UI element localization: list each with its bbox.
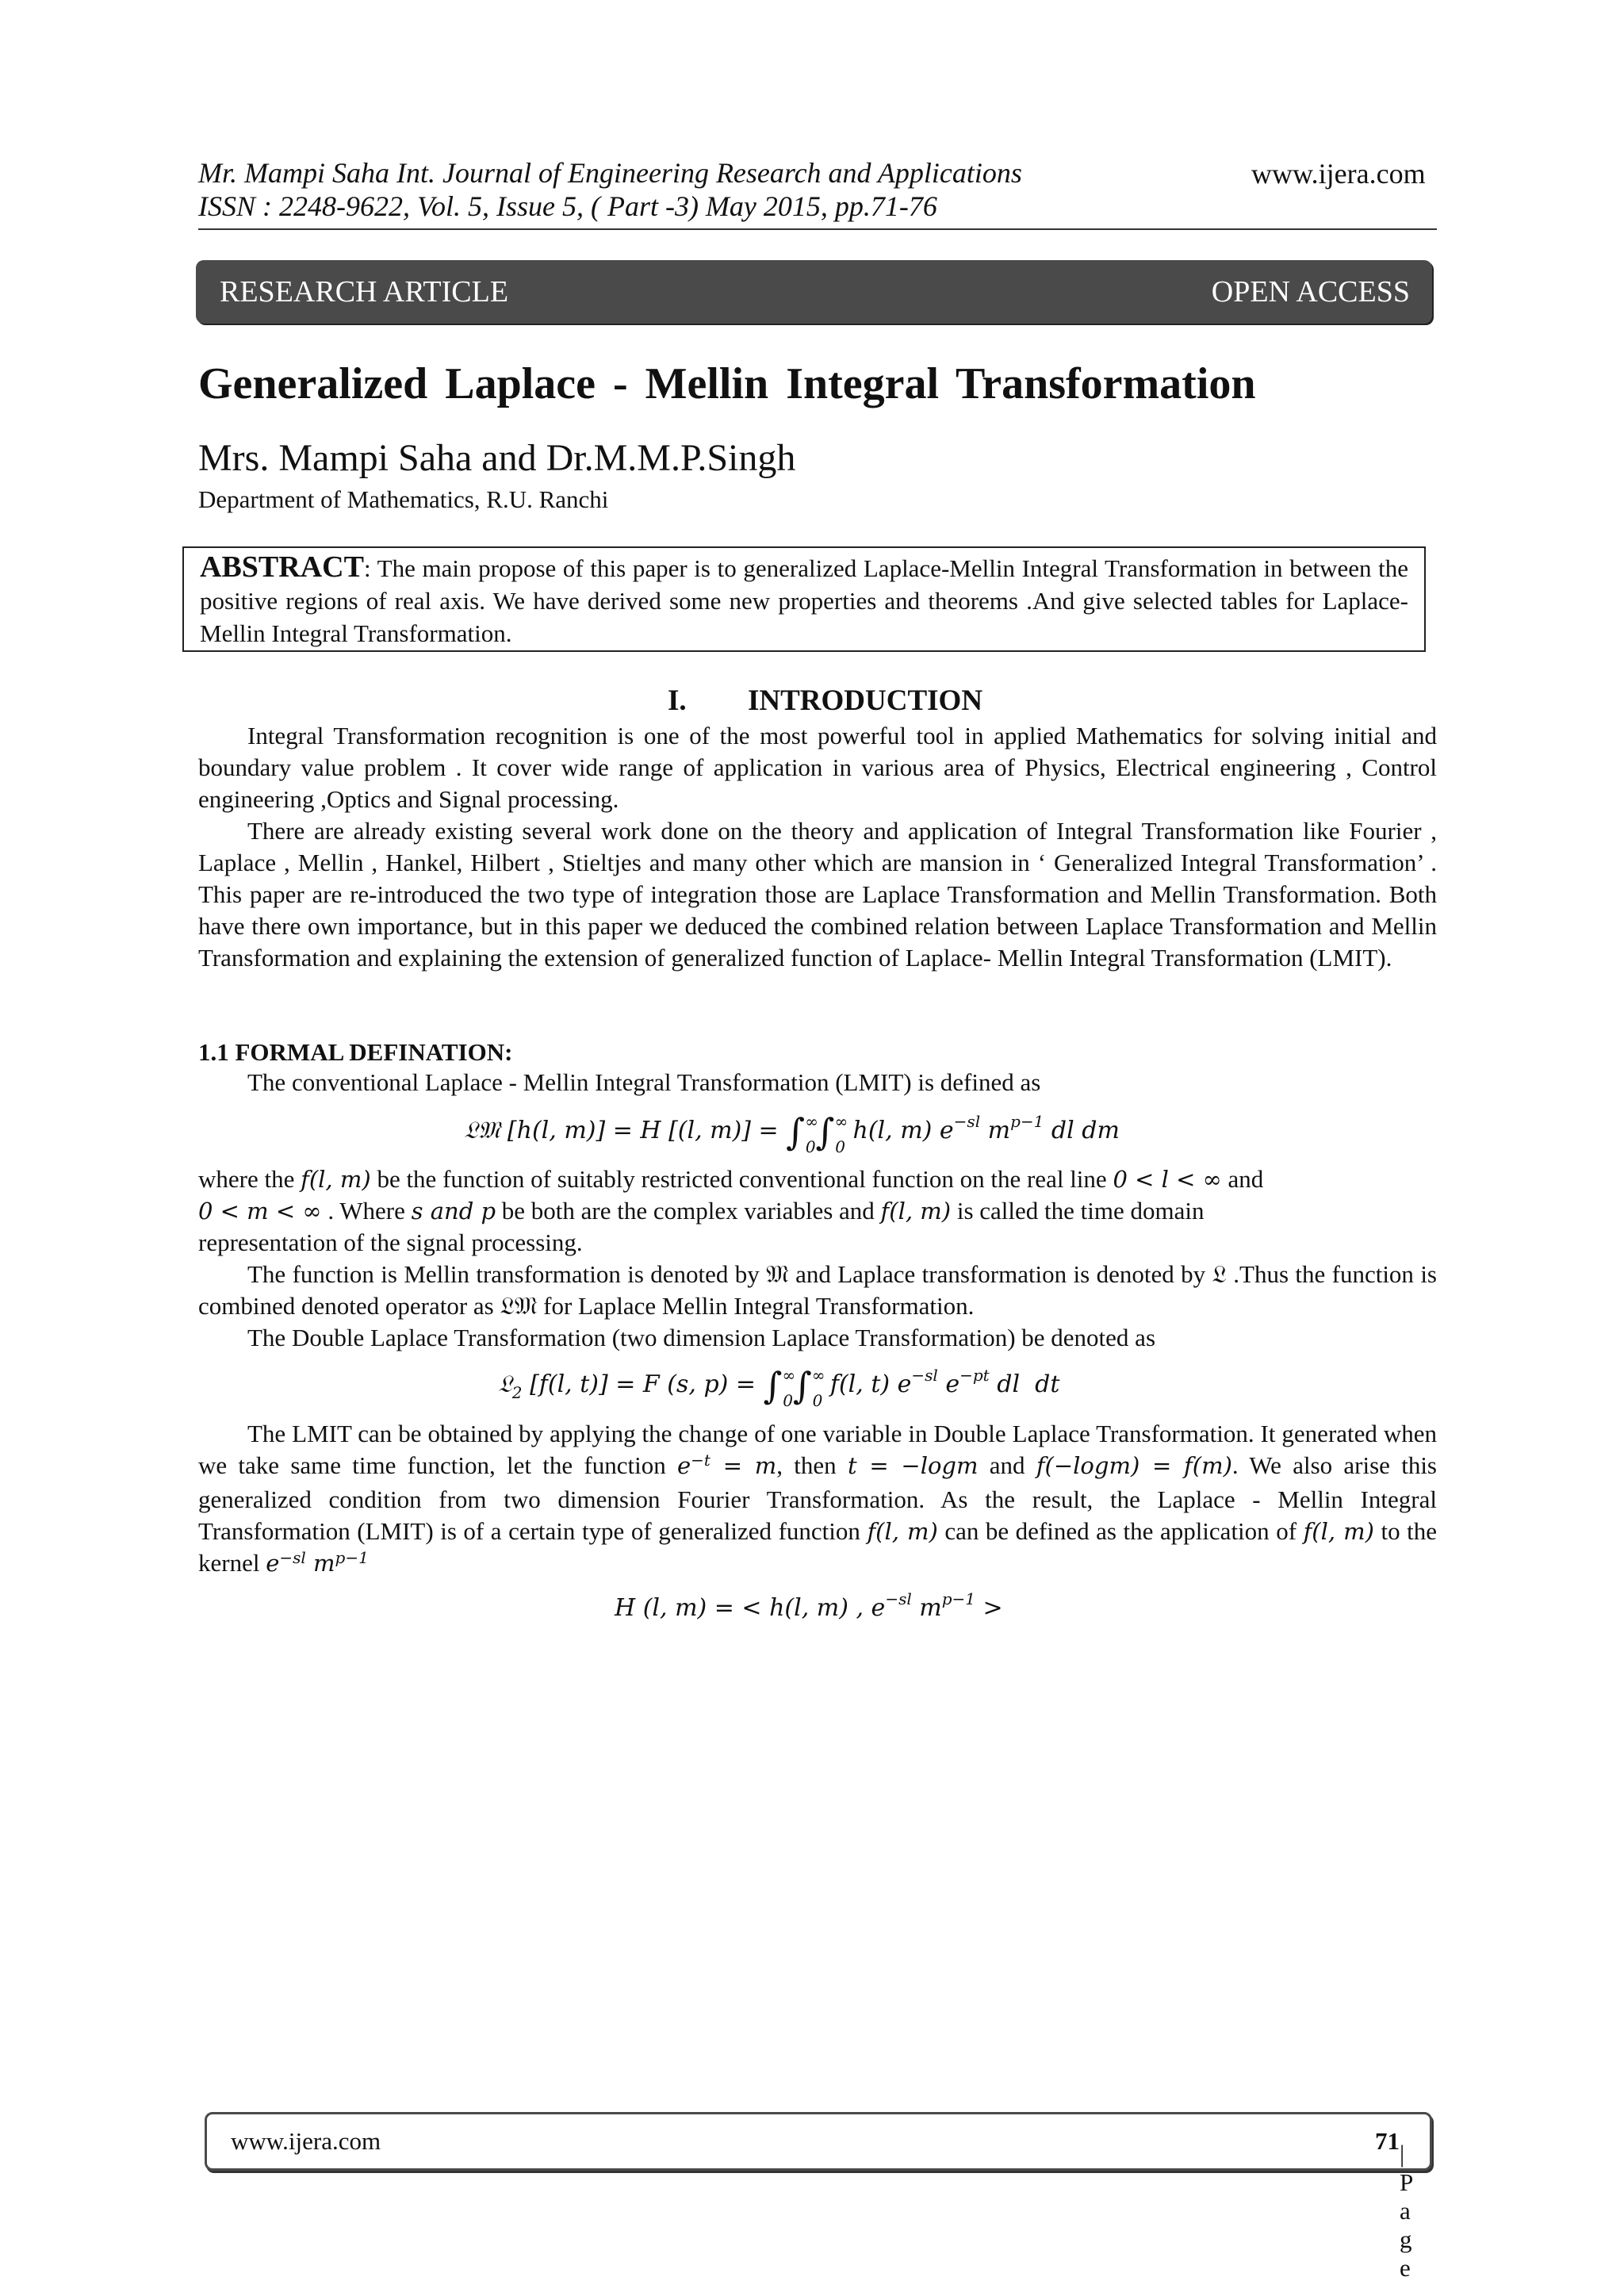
abstract-text: : The main propose of this paper is to generalized Laplace-Mellin Integral Transformation in between the positive regions of real axis. We have derived some new properties and theorems .And give selected tables for Laplace-Mellin Integral Transformation. [200, 554, 1408, 647]
subsection-heading: 1.1 FORMAL DEFINATION: [198, 1038, 513, 1066]
integral-sign: ∫ [792, 1364, 812, 1407]
section-title: INTRODUCTION [748, 684, 983, 717]
integral-sign: ∫ [786, 1110, 806, 1153]
page-number-label: 71 | P a g e [1375, 2127, 1413, 2282]
footer-website[interactable]: www.ijera.com [231, 2127, 381, 2155]
header-divider [198, 228, 1437, 230]
equation-lmit-integrand: h(l, m) e [852, 1117, 954, 1144]
double-laplace-lead: The Double Laplace Transformation (two dimension Laplace Transformation) be denoted as [247, 1324, 1156, 1351]
intro-paragraph-2: There are already existing several work done on the theory and application of Integral Transformation like Fourier , Laplace , Mellin , Hankel, Hilbert , Stieltjes and many other which are mansion in ‘ Generalized Integral Transformation’ . This paper are re-introduced the two type of integration those are Laplace Transformation and Mellin Transformation. Both have there own importance, but in this paper we deduced the combined relation between Laplace Transformation and Mellin Transformation and explaining the extension of generalized function of Laplace- Mellin Integral Transformation (LMIT). [198, 817, 1437, 972]
article-type-banner [196, 260, 1432, 324]
equation-lmit-lhs: 𝔏𝔐 [h(l, m)] = H [(l, m)] = [464, 1117, 787, 1144]
issn-line: ISSN : 2248-9622, Vol. 5, Issue 5, ( Part -3) May 2015, pp.71-76 [198, 190, 937, 222]
intro-paragraph-1: Integral Transformation recognition is one of the most powerful tool in applied Mathematics for solving initial and boundary value problem . It cover wide range of application in various area of Physics, Electrical engineering , Control engineering ,Optics and Signal processing. [198, 722, 1437, 813]
research-article-label: RESEARCH ARTICLE [220, 275, 509, 309]
equation-lmit: 𝔏𝔐 [h(l, m)] = H [(l, $m)] = \int^\infty_0\int^\infty_0$ h(l, m) $e^{-sl}$ $m^{p-1}$ dl dm [464, 1110, 1120, 1156]
open-access-label: OPEN ACCESS [1211, 275, 1410, 309]
section-number: I. [668, 684, 687, 717]
integral-sign: ∫ [815, 1110, 835, 1153]
equation-double-laplace: 𝔏$_2$ [f(l, t)] = F (s, $p) = \int^\infty_0\int^\infty_0$ f(l, t) $e^{-sl}$ $e^{-pt}$ dl dt [498, 1364, 1060, 1410]
where-line-1: where the f(l, m) be the function of suitably restricted conventional function on the real line 0 < l < ∞ and [198, 1165, 1264, 1193]
lmit-paragraph: The LMIT can be obtained by applying the change of one variable in Double Laplace Transformation. It generated when we take same time function, let the function $e^{-t} = m$, then t = −logm and f(−logm) = f(m). We also arise this generalized condition from two dimension Fourier Transformation. As the result, the Laplace - Mellin Integral Transformation (LMIT) is of a certain type of generalized function f(l, m) can be defined as the application of f(l, m) to the kernel $e^{-sl}$ $m^{p-1}$ [198, 1420, 1437, 1577]
abstract-box [182, 546, 1426, 652]
paper-title: Generalized Laplace - Mellin Integral Transformation [198, 359, 1256, 408]
header-website[interactable]: www.ijera.com [1251, 158, 1426, 190]
operator-paragraph: The function is Mellin transformation is denoted by 𝔐 and Laplace transformation is denoted by 𝔏 .Thus the function is combined denoted operator as 𝔏𝔐 for Laplace Mellin Integral Transformation. [198, 1260, 1437, 1320]
authors: Mrs. Mampi Saha and Dr.M.M.P.Singh [198, 437, 796, 479]
equation-kernel: H (l, m) = < h(l, m) , $e^{-sl}$ $m^{p-1}$ > [615, 1589, 1003, 1622]
department: Department of Mathematics, R.U. Ranchi [198, 485, 609, 513]
definition-lead: The conventional Laplace - Mellin Integral Transformation (LMIT) is defined as [247, 1068, 1041, 1096]
journal-line: Mr. Mampi Saha Int. Journal of Engineering Research and Applications [198, 157, 1022, 189]
abstract-label: ABSTRACT [200, 550, 364, 584]
where-line-3: representation of the signal processing. [198, 1228, 583, 1256]
page-number: 71 [1375, 2127, 1400, 2155]
where-line-2: 0 < m < ∞ . Where s and p be both are the complex variables and f(l, m) is called the time domain [198, 1197, 1205, 1225]
integral-sign: ∫ [763, 1364, 783, 1407]
page-footer [205, 2112, 1432, 2282]
